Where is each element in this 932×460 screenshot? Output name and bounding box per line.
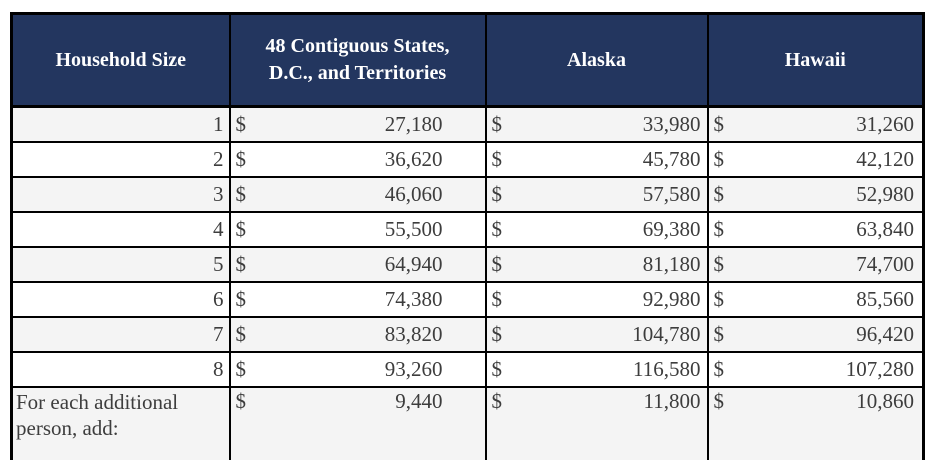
column-header-household-size bbox=[12, 14, 230, 107]
amount-cell-contiguous bbox=[230, 142, 486, 177]
amount-value: 55,500 bbox=[384, 217, 443, 241]
header-label: Alaska bbox=[567, 48, 626, 71]
amount-value: 63,840 bbox=[856, 217, 914, 241]
table-row-additional-person bbox=[12, 387, 924, 460]
household-size-cell: 4 bbox=[12, 212, 230, 247]
table-row bbox=[12, 317, 924, 352]
amount-value: 9,440 bbox=[395, 389, 443, 413]
amount-value: 116,580 bbox=[633, 357, 701, 381]
household-size-cell: 3 bbox=[12, 177, 230, 212]
dollar-sign: $ bbox=[713, 112, 724, 136]
dollar-sign: $ bbox=[491, 112, 502, 136]
table-row bbox=[12, 247, 924, 282]
amount-cell-contiguous bbox=[230, 387, 486, 460]
amount-value: 104,780 bbox=[632, 322, 701, 346]
amount-cell-contiguous bbox=[230, 212, 486, 247]
dollar-sign: $ bbox=[235, 217, 246, 241]
amount-cell-alaska bbox=[486, 352, 708, 387]
amount-cell-hawaii bbox=[708, 177, 924, 212]
column-header-alaska bbox=[486, 14, 708, 107]
household-size-cell: 1 bbox=[12, 107, 230, 143]
amount-cell-alaska bbox=[486, 212, 708, 247]
amount-cell-hawaii bbox=[708, 107, 924, 143]
dollar-sign: $ bbox=[235, 252, 246, 276]
amount-cell-alaska bbox=[486, 387, 708, 460]
table-row bbox=[12, 142, 924, 177]
amount-value: 52,980 bbox=[856, 182, 914, 206]
amount-value: 36,620 bbox=[384, 147, 443, 171]
header-label: Hawaii bbox=[784, 48, 846, 71]
dollar-sign: $ bbox=[235, 357, 246, 381]
header-label-line1: 48 Contiguous States, bbox=[265, 35, 450, 57]
dollar-sign: $ bbox=[235, 112, 246, 136]
amount-value: 10,860 bbox=[856, 389, 914, 413]
household-size-cell: 2 bbox=[12, 142, 230, 177]
header-row bbox=[12, 14, 924, 107]
amount-value: 107,280 bbox=[845, 357, 914, 381]
amount-cell-hawaii bbox=[708, 247, 924, 282]
amount-value: 83,820 bbox=[384, 322, 443, 346]
amount-cell-alaska bbox=[486, 317, 708, 352]
amount-cell-alaska bbox=[486, 142, 708, 177]
dollar-sign: $ bbox=[235, 287, 246, 311]
dollar-sign: $ bbox=[713, 147, 724, 171]
amount-cell-alaska bbox=[486, 247, 708, 282]
household-size-cell: 6 bbox=[12, 282, 230, 317]
dollar-sign: $ bbox=[713, 252, 724, 276]
amount-value: 96,420 bbox=[856, 322, 914, 346]
amount-cell-contiguous bbox=[230, 317, 486, 352]
household-size-cell: 8 bbox=[12, 352, 230, 387]
dollar-sign: $ bbox=[713, 182, 724, 206]
amount-cell-hawaii bbox=[708, 212, 924, 247]
amount-value: 31,260 bbox=[856, 112, 914, 136]
household-size-cell: 7 bbox=[12, 317, 230, 352]
dollar-sign: $ bbox=[491, 217, 502, 241]
amount-cell-alaska bbox=[486, 282, 708, 317]
amount-value: 74,700 bbox=[856, 252, 914, 276]
amount-cell-alaska bbox=[486, 107, 708, 143]
dollar-sign: $ bbox=[491, 287, 502, 311]
dollar-sign: $ bbox=[491, 182, 502, 206]
table-row bbox=[12, 282, 924, 317]
amount-cell-hawaii bbox=[708, 282, 924, 317]
amount-value: 81,180 bbox=[642, 252, 701, 276]
dollar-sign: $ bbox=[491, 389, 502, 413]
amount-value: 93,260 bbox=[384, 357, 443, 381]
dollar-sign: $ bbox=[491, 147, 502, 171]
header-label: Household Size bbox=[55, 48, 187, 71]
amount-value: 57,580 bbox=[642, 182, 701, 206]
amount-cell-hawaii bbox=[708, 317, 924, 352]
amount-value: 27,180 bbox=[384, 112, 443, 136]
amount-cell-hawaii bbox=[708, 142, 924, 177]
amount-cell-hawaii bbox=[708, 352, 924, 387]
amount-cell-hawaii bbox=[708, 387, 924, 460]
additional-person-label: For each additional person, add: bbox=[12, 387, 230, 460]
header-label-line2: D.C., and Territories bbox=[268, 62, 447, 84]
amount-cell-contiguous bbox=[230, 247, 486, 282]
income-eligibility-table bbox=[10, 12, 925, 460]
amount-cell-alaska bbox=[486, 177, 708, 212]
dollar-sign: $ bbox=[713, 322, 724, 346]
amount-value: 64,940 bbox=[384, 252, 443, 276]
dollar-sign: $ bbox=[235, 147, 246, 171]
amount-value: 11,800 bbox=[643, 389, 701, 413]
dollar-sign: $ bbox=[235, 389, 246, 413]
table-row bbox=[12, 107, 924, 143]
dollar-sign: $ bbox=[713, 389, 724, 413]
amount-value: 46,060 bbox=[384, 182, 443, 206]
amount-value: 85,560 bbox=[856, 287, 914, 311]
dollar-sign: $ bbox=[713, 217, 724, 241]
amount-cell-contiguous bbox=[230, 352, 486, 387]
amount-value: 69,380 bbox=[642, 217, 701, 241]
table-row bbox=[12, 177, 924, 212]
amount-cell-contiguous bbox=[230, 177, 486, 212]
dollar-sign: $ bbox=[491, 322, 502, 346]
amount-value: 74,380 bbox=[384, 287, 443, 311]
dollar-sign: $ bbox=[491, 357, 502, 381]
amount-cell-contiguous bbox=[230, 282, 486, 317]
column-header-hawaii bbox=[708, 14, 924, 107]
table-row bbox=[12, 212, 924, 247]
amount-value: 92,980 bbox=[642, 287, 701, 311]
dollar-sign: $ bbox=[235, 322, 246, 346]
amount-cell-contiguous bbox=[230, 107, 486, 143]
column-header-contiguous-states bbox=[230, 14, 486, 107]
dollar-sign: $ bbox=[491, 252, 502, 276]
amount-value: 45,780 bbox=[642, 147, 701, 171]
amount-value: 33,980 bbox=[642, 112, 701, 136]
dollar-sign: $ bbox=[713, 357, 724, 381]
dollar-sign: $ bbox=[713, 287, 724, 311]
household-size-cell: 5 bbox=[12, 247, 230, 282]
dollar-sign: $ bbox=[235, 182, 246, 206]
table-row bbox=[12, 352, 924, 387]
amount-value: 42,120 bbox=[856, 147, 914, 171]
